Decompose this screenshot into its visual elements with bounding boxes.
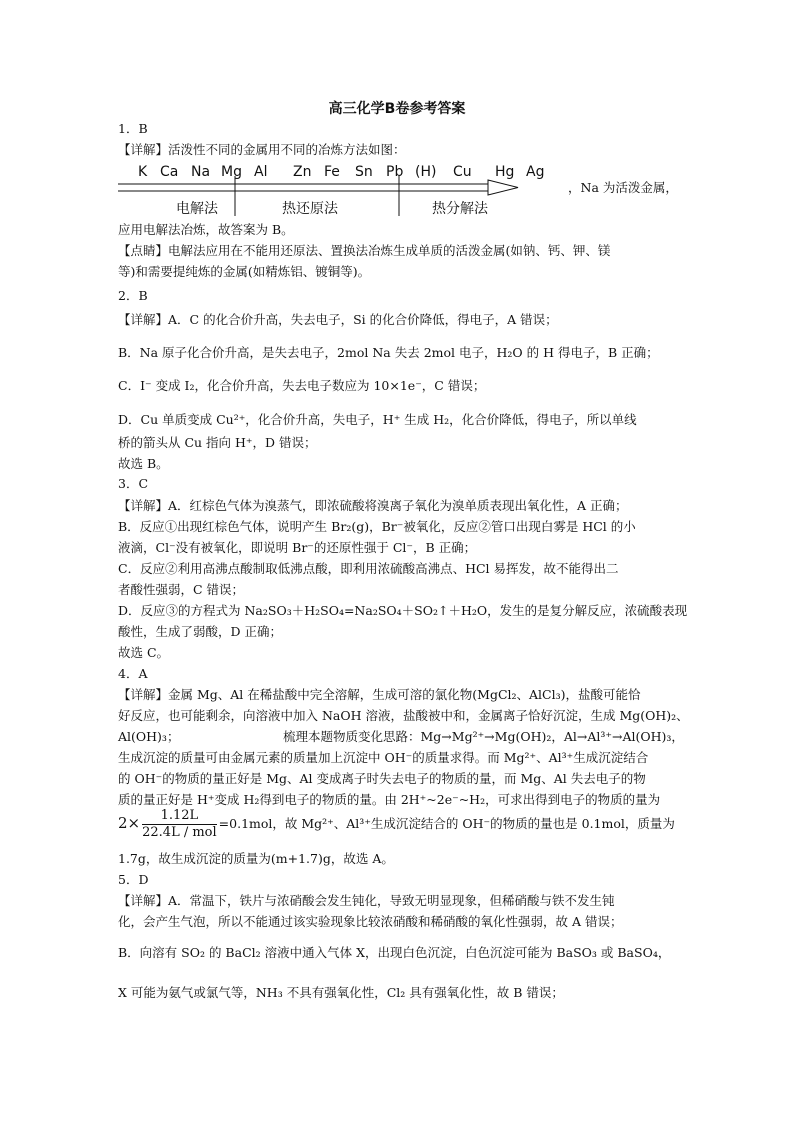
q4-l7-suffix: =0.1mol，故 Mg²⁺、Al³⁺生成沉淀结合的 OH⁻的物质的量也是 0.1mol，质量为 xyxy=(218,816,675,831)
element-ag: Ag xyxy=(526,164,545,180)
element-h: (H) xyxy=(415,164,437,180)
element-sn: Sn xyxy=(355,164,373,180)
q4-l2: 好反应，也可能剩余，向溶液中加入 NaOH 溶液，盐酸被中和，金属离子恰好沉淀，生成 Mg(OH)₂、 xyxy=(118,708,689,723)
q3-number: 3．C xyxy=(118,476,149,491)
q4-l8: 1.7g，故生成沉淀的质量为(m+1.7)g，故选 A。 xyxy=(118,851,394,866)
q3-d2: 酸性，生成了弱酸，D 正确； xyxy=(118,624,282,639)
q4-number: 4．A xyxy=(118,666,148,681)
element-zn: Zn xyxy=(293,164,312,180)
element-fe: Fe xyxy=(324,164,340,180)
q4-l7-prefix: 2× xyxy=(118,814,141,832)
method-thermal-reduction: 热还原法 xyxy=(282,201,338,217)
q5-a2: 化，会产生气泡，所以不能通过该实验现象比较浓硝酸和稀硝酸的氧化性强弱，故 A 错误； xyxy=(118,914,623,929)
element-cu: Cu xyxy=(453,164,472,180)
element-hg: Hg xyxy=(495,164,515,180)
q4-fraction-numerator: 1.12L xyxy=(142,808,217,825)
q1-note2: 等)和需要提纯炼的金属(如精炼铝、镀铜等)。 xyxy=(118,264,371,279)
q4-l4: 生成沉淀的质量可由金属元素的质量加上沉淀中 OH⁻的质量求得。而 Mg²⁺、Al³⁺生成沉淀结合 xyxy=(118,750,649,765)
q1-number: 1．B xyxy=(118,121,148,136)
q2-c: C．I⁻ 变成 I₂，化合价升高，失去电子数应为 10×1e⁻，C 错误； xyxy=(118,378,486,393)
q3-end: 故选 C。 xyxy=(118,645,170,660)
q4-l3a: Al(OH)₃； xyxy=(118,729,180,744)
q2-number: 2．B xyxy=(118,288,148,303)
element-mg: Mg xyxy=(221,164,242,180)
page-title: 高三化学B卷参考答案 xyxy=(328,101,466,117)
element-ca: Ca xyxy=(160,164,179,180)
method-thermal-decomposition: 热分解法 xyxy=(432,201,488,217)
q5-number: 5．D xyxy=(118,872,149,887)
q5-b2: X 可能为氨气或氯气等，NH₃ 不具有强氧化性，Cl₂ 具有强氧化性，故 B 错误； xyxy=(118,985,564,1000)
q4-l3b: 梳理本题物质变化思路：Mg→Mg²⁺→Mg(OH)₂，Al→Al³⁺→Al(OH)₃， xyxy=(283,729,684,744)
q1-line2: 应用电解法冶炼，故答案为 B。 xyxy=(118,222,294,237)
q4-fraction xyxy=(142,808,217,841)
q1-side-note: ，Na 为活泼金属， xyxy=(568,180,678,195)
q5-a1: 【详解】A．常温下，铁片与浓硝酸会发生钝化，导致无明显现象，但稀硝酸与铁不发生钝 xyxy=(118,893,615,908)
q4-l5: 的 OH⁻的物质的量正好是 Mg、Al 变成离子时失去电子的物质的量，而 Mg、Al 失去电子的物 xyxy=(118,771,646,786)
q2-b: B．Na 原子化合价升高，是失去电子，2mol Na 失去 2mol 电子，H₂O 的 H 得电子，B 正确； xyxy=(118,345,659,360)
element-al: Al xyxy=(254,164,268,180)
q3-c2: 者酸性强弱，C 错误； xyxy=(118,582,245,597)
q5-b1: B．向溶有 SO₂ 的 BaCl₂ 溶液中通入气体 X，出现白色沉淀，白色沉淀可能为 BaSO₃ 或 BaSO₄， xyxy=(118,945,671,960)
q3-b1: B．反应①出现红棕色气体，说明产生 Br₂(g)，Br⁻被氧化，反应②管口出现白雾是 HCl 的小 xyxy=(118,519,636,534)
q4-l6: 质的量正好是 H⁺变成 H₂得到电子的物质的量。由 2H⁺~2e⁻~H₂，可求出得到电子的物质的量为 xyxy=(118,792,661,807)
q3-c1: C．反应②利用高沸点酸制取低沸点酸，即利用浓硫酸高沸点、HCl 易挥发，故不能得出二 xyxy=(118,561,619,576)
q4-l1: 【详解】金属 Mg、Al 在稀盐酸中完全溶解，生成可溶的氯化物(MgCl₂、AlCl₃)，盐酸可能恰 xyxy=(118,687,641,702)
q2-end: 故选 B。 xyxy=(118,456,169,471)
q3-a: 【详解】A．红棕色气体为溴蒸气，即浓硫酸将溴离子氧化为溴单质表现出氧化性，A 正确； xyxy=(118,498,628,513)
element-pb: Pb xyxy=(386,164,404,180)
q2-d1: D．Cu 单质变成 Cu²⁺，化合价升高，失电子，H⁺ 生成 H₂，化合价降低，得电子，所以单线 xyxy=(118,412,637,427)
q3-d1: D．反应③的方程式为 Na₂SO₃＋H₂SO₄=Na₂SO₄＋SO₂↑＋H₂O，发生的是复分解反应，浓硫酸表现 xyxy=(118,603,688,618)
q4-l7 xyxy=(118,808,675,841)
q1-detail: 【详解】活泼性不同的金属用不同的冶炼方法如图： xyxy=(118,142,406,157)
q1-note1: 【点睛】电解法应用在不能用还原法、置换法冶炼生成单质的活泼金属(如钠、钙、钾、镁 xyxy=(118,243,611,258)
element-na: Na xyxy=(191,164,211,180)
metal-smelting-diagram xyxy=(118,160,558,220)
q2-d2: 桥的箭头从 Cu 指向 H⁺，D 错误； xyxy=(118,435,317,450)
q2-a: 【详解】A．C 的化合价升高，失去电子，Si 的化合价降低，得电子，A 错误； xyxy=(118,312,558,327)
method-electrolysis: 电解法 xyxy=(176,201,218,217)
q4-fraction-denominator: 22.4L / mol xyxy=(142,825,217,840)
element-k: K xyxy=(138,164,148,180)
q3-b2: 液滴，Cl⁻没有被氧化，即说明 Br⁻的还原性强于 Cl⁻，B 正确； xyxy=(118,540,477,555)
